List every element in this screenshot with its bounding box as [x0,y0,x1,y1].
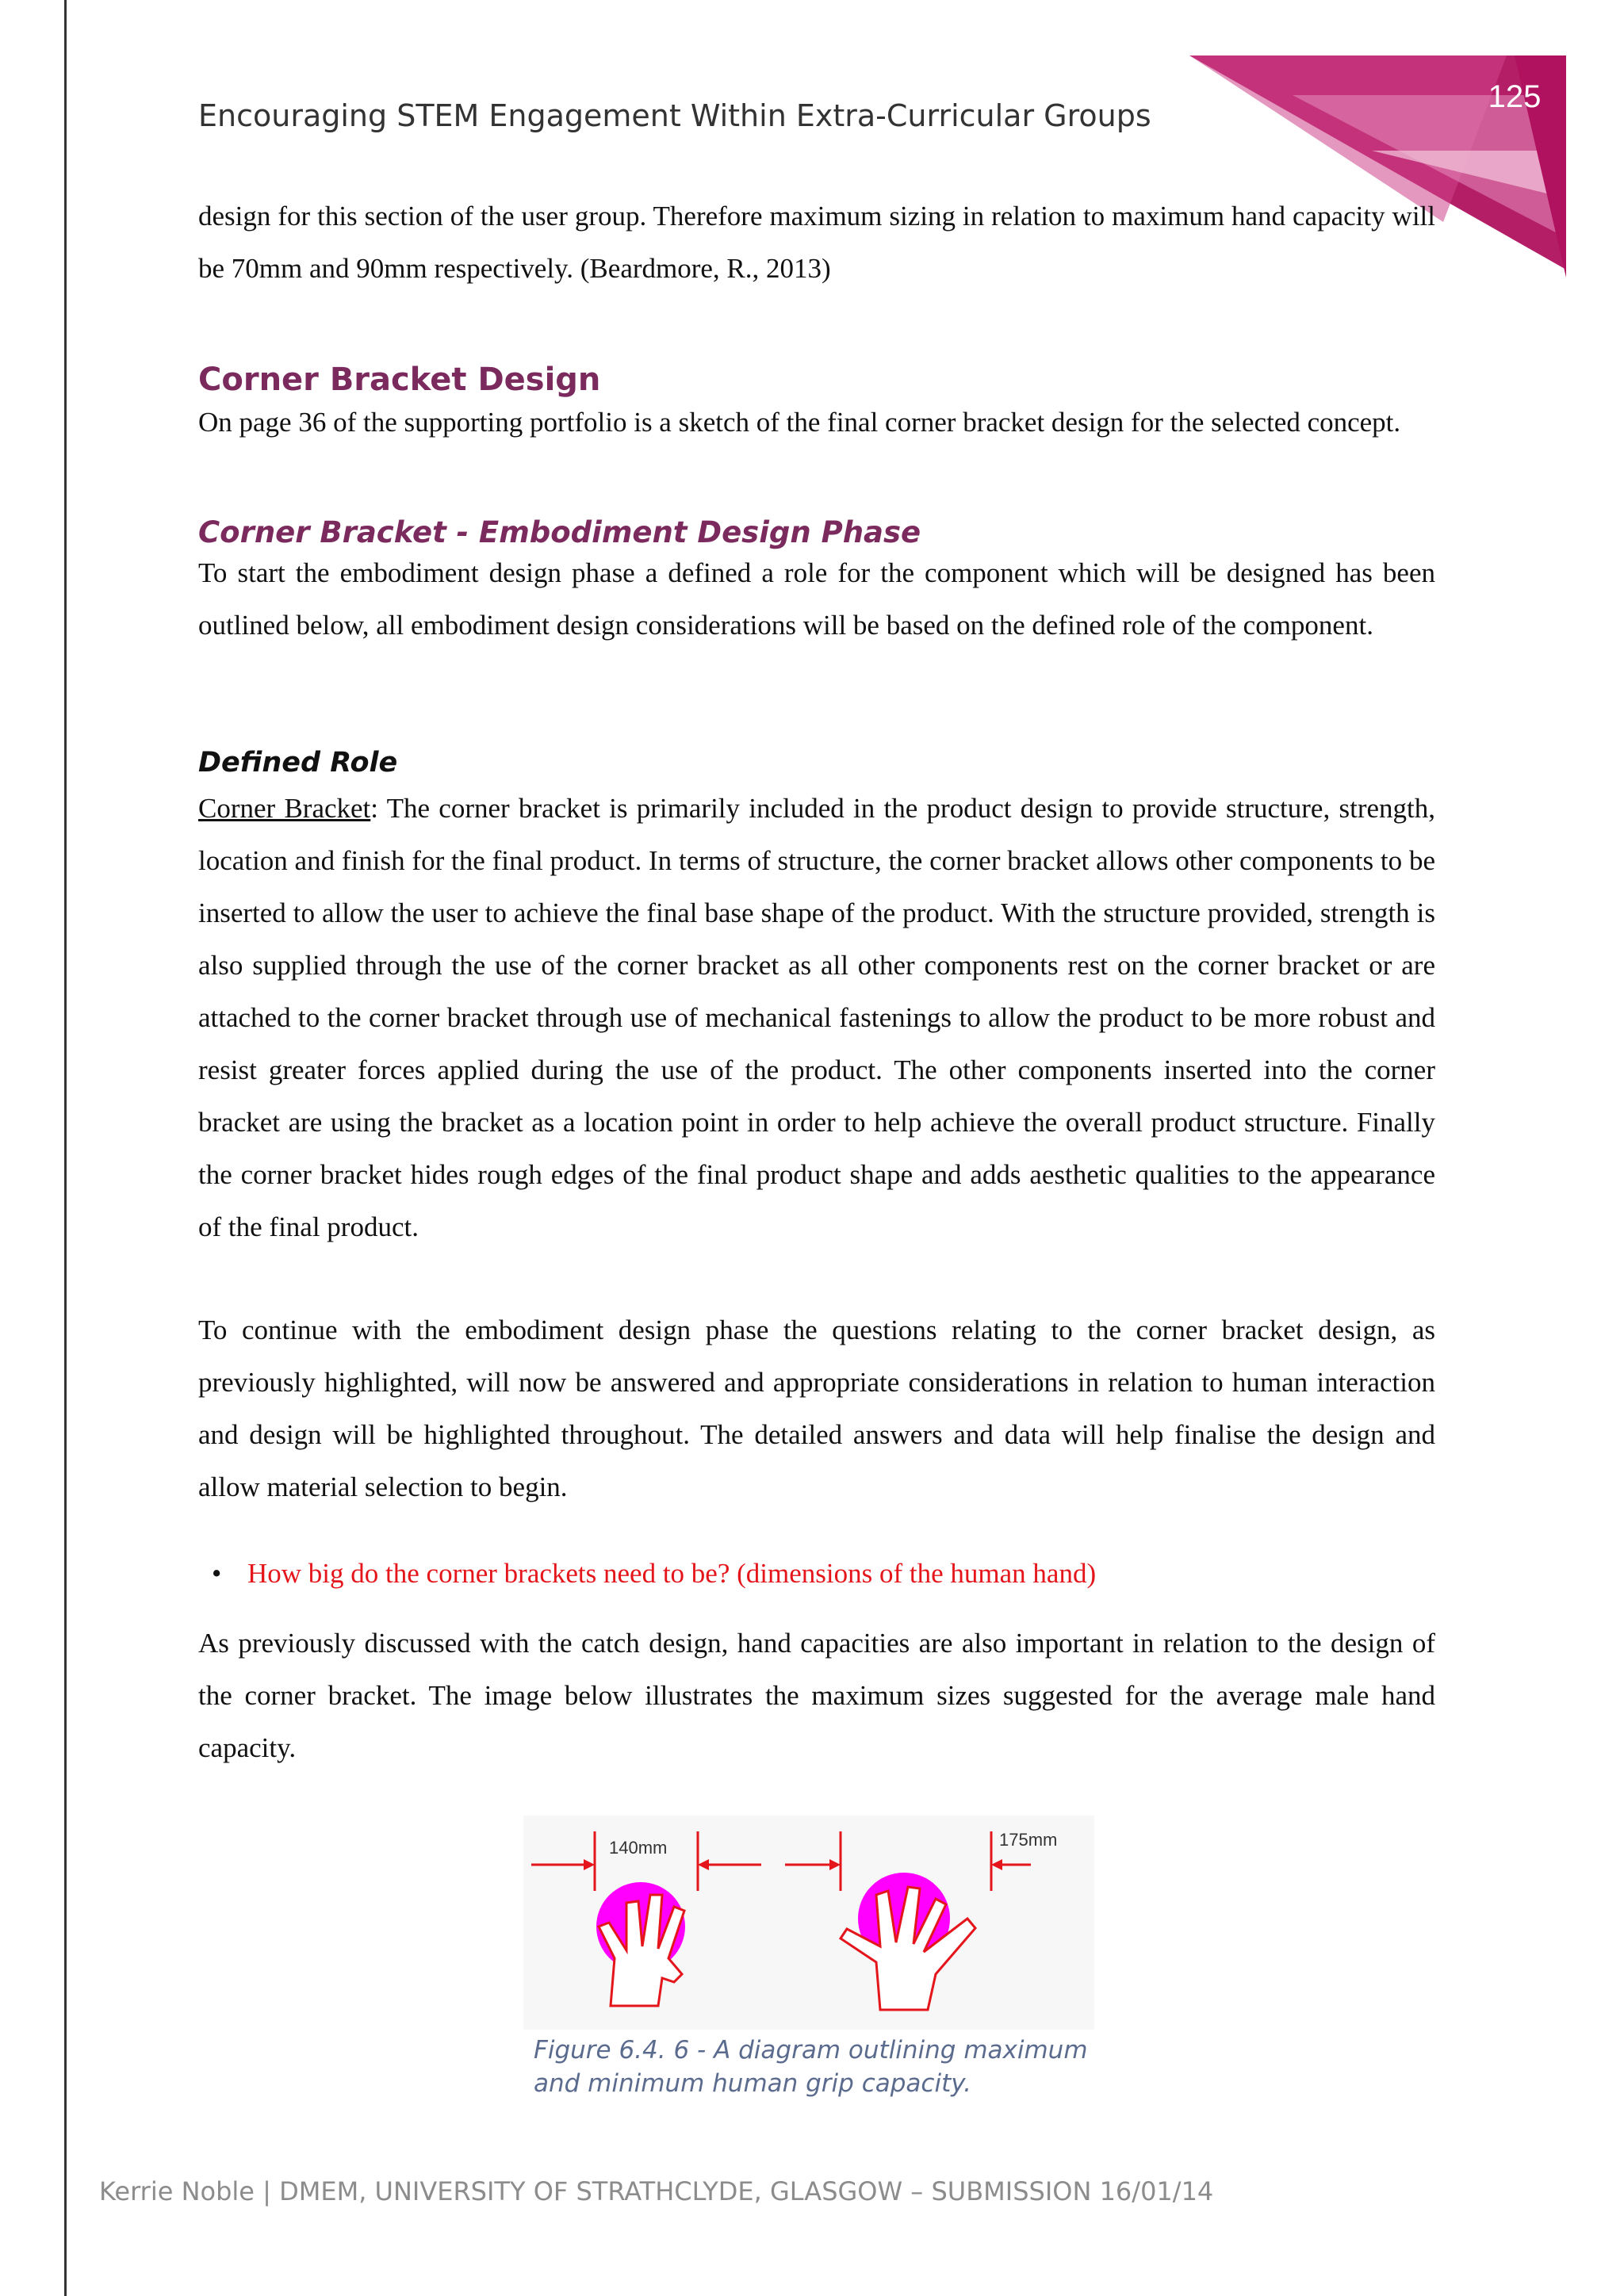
section-heading: Corner Bracket Design [198,362,601,398]
role-body: : The corner bracket is primarily included in the product design to provide structure, strength, location and finish for the final product. In terms of structure, the corner bracket allows other components to be inserted to allow the user to achieve the final base shape of the product. With the structure provided, strength is also supplied through the use of the corner bracket as all other components rest on the corner bracket or are attached to the corner bracket through use of mechanical fastenings to allow the product to be more robust and resist greater forces applied during the use of the product. The other components inserted into the corner bracket are using the bracket as a location point in order to help achieve the overall product structure. Finally the corner bracket hides rough edges of the final product shape and adds aesthetic qualities to the appearance of the final product. [198,793,1435,1242]
left-measure-label: 140mm [609,1838,668,1858]
question-text: How big do the corner brackets need to be? (dimensions of the human hand) [247,1558,1097,1589]
figure-caption: Figure 6.4. 6 - A diagram outlining maximum and minimum human grip capacity. [534,2036,1088,2098]
bullet-icon: • [212,1558,222,1589]
subsection-heading: Corner Bracket - Embodiment Design Phase [198,515,921,549]
left-margin-rule [64,0,67,2296]
corner-intro-paragraph: On page 36 of the supporting portfolio is a sketch of the final corner bracket design for the selected concept. [198,407,1401,438]
right-measure-label: 175mm [999,1830,1058,1850]
hand-capacity-paragraph: As previously discussed with the catch design, hand capacities are also important in relation to the design of the corner bracket. The image below illustrates the maximum sizes suggested for the average male hand capacity. [198,1628,1435,1763]
hand-grip-diagram [523,1816,1094,2030]
defined-role-paragraph [198,783,1435,1253]
role-term: Corner Bracket [198,793,371,824]
question-bullet [212,1558,1097,1590]
page-footer: Kerrie Noble | DMEM, UNIVERSITY OF STRATHCLYDE, GLASGOW – SUBMISSION 16/01/14 [99,2176,1214,2206]
hand-grip-figure [523,1816,1094,2030]
intro-paragraph: design for this section of the user group. Therefore maximum sizing in relation to maximum hand capacity will be 70mm and 90mm respectively. (Beardmore, R., 2013) [198,201,1435,284]
embodiment-intro-paragraph: To start the embodiment design phase a defined a role for the component which will be designed has been outlined below, all embodiment design considerations will be based on the defined role of the component. [198,557,1435,641]
defined-role-heading: Defined Role [198,747,398,779]
page-number: 125 [1488,79,1542,114]
continue-paragraph: To continue with the embodiment design phase the questions relating to the corner bracket design, as previously highlighted, will now be answered and appropriate considerations in relation to human interaction and design will be highlighted throughout. The detailed answers and data will help finalise the design and allow material selection to begin. [198,1314,1435,1502]
running-header: Encouraging STEM Engagement Within Extra-Curricular Groups [198,98,1151,133]
